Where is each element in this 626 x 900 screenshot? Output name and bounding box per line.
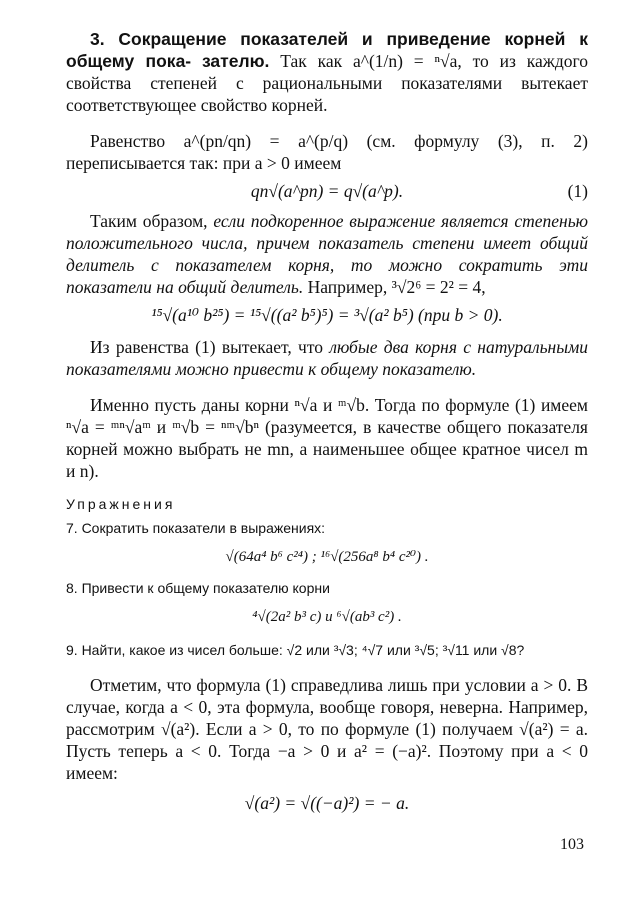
paragraph-common-index-rule: любые два корня с натуральными показателями можно привести к общему показателю. xyxy=(66,337,589,379)
formula-1-body: qn√(a^pn) = q√(a^p). xyxy=(250,181,404,201)
exercise-7: 7. Сократить показатели в выражениях: xyxy=(66,520,326,536)
exercise-8: 8. Привести к общему показателю корни xyxy=(66,580,330,596)
paragraph-roots xyxy=(66,394,588,482)
paragraph-equality xyxy=(66,130,588,174)
section-intro xyxy=(66,28,588,116)
formula-example-body: ¹⁵√(a¹⁰ b²⁵) = ¹⁵√((a² b⁵)⁵) = ³√(a² b⁵) (при b > 0). xyxy=(151,305,503,325)
exercise-8-formula: ⁴√(2a² b³ c) и ⁶√(ab³ c²) . xyxy=(252,609,402,625)
formula-1 xyxy=(66,178,588,204)
paragraph-reduction-rule: если подкоренное выражение является степенью положительного числа, причем показатель степени имеет общий делитель с показателем корня, то можно сократить эти показатели на общий делитель. xyxy=(66,211,588,297)
paragraph-common-index-lead: Из равенства (1) вытекает, что xyxy=(90,337,324,357)
page-body xyxy=(66,28,589,853)
paragraph-negative-case xyxy=(66,674,588,784)
paragraph-roots-text: Именно пусть даны корни ⁿ√a и ᵐ√b. Тогда по формуле (1) имеем ⁿ√a = ᵐⁿ√aᵐ и ᵐ√b = ⁿᵐ√bⁿ (разумеется, в качестве общего показателя корней можно выбрать не mn, а наименьшее общее кратное чисел m и n). xyxy=(66,395,588,481)
section-intro-text: Так как a^(1/n) = ⁿ√a, то из каждого свойства степеней с рациональными показателями вытекает соответствующее свойство корней. xyxy=(66,51,588,115)
formula-example xyxy=(66,302,588,328)
paragraph-common-index xyxy=(66,336,588,380)
paragraph-negative-case-text: Отметим, что формула (1) справедлива лишь при условии a > 0. В случае, когда a < 0, эта формула, вообще говоря, неверна. Например, рассмотрим √(a²). Если a > 0, то по формуле (1) получаем √(a²) = a. Пусть теперь a < 0. Тогда −a > 0 и a² = (−a)². Поэтому при a < 0 имеем: xyxy=(66,675,588,783)
formula-1-number: (1) xyxy=(567,181,588,201)
section-heading-continuation: зателю. xyxy=(201,51,270,71)
exercise-9: 9. Найти, какое из чисел больше: √2 или ³√3; ⁴√7 или ³√5; ³√11 или √8? xyxy=(66,642,525,658)
formula-negative-body: √(a²) = √((−a)²) = − a. xyxy=(244,793,410,813)
paragraph-equality-line2: при a > 0 имеем xyxy=(222,153,342,173)
paragraph-reduction-lead: Таким образом, xyxy=(90,211,208,231)
exercise-7-formula: √(64a⁴ b⁶ c²⁴) ; ¹⁶√(256a⁸ b⁴ c²⁰) . xyxy=(225,549,429,565)
paragraph-reduction-example: Например, ³√2⁶ = 2² = 4, xyxy=(307,277,486,297)
paragraph-equality-line1: Равенство a^(pn/qn) = a^(p/q) (см. формулу (3), п. 2) переписывается так: xyxy=(66,131,588,173)
page-number: 103 xyxy=(560,836,584,853)
formula-negative xyxy=(66,790,588,816)
exercises-title: Упражнения xyxy=(66,496,176,512)
paragraph-reduction xyxy=(66,210,588,298)
exercises-block xyxy=(66,494,588,660)
section-heading: 3. Сокращение показателей и приведение корней к общему пока- xyxy=(66,29,588,71)
